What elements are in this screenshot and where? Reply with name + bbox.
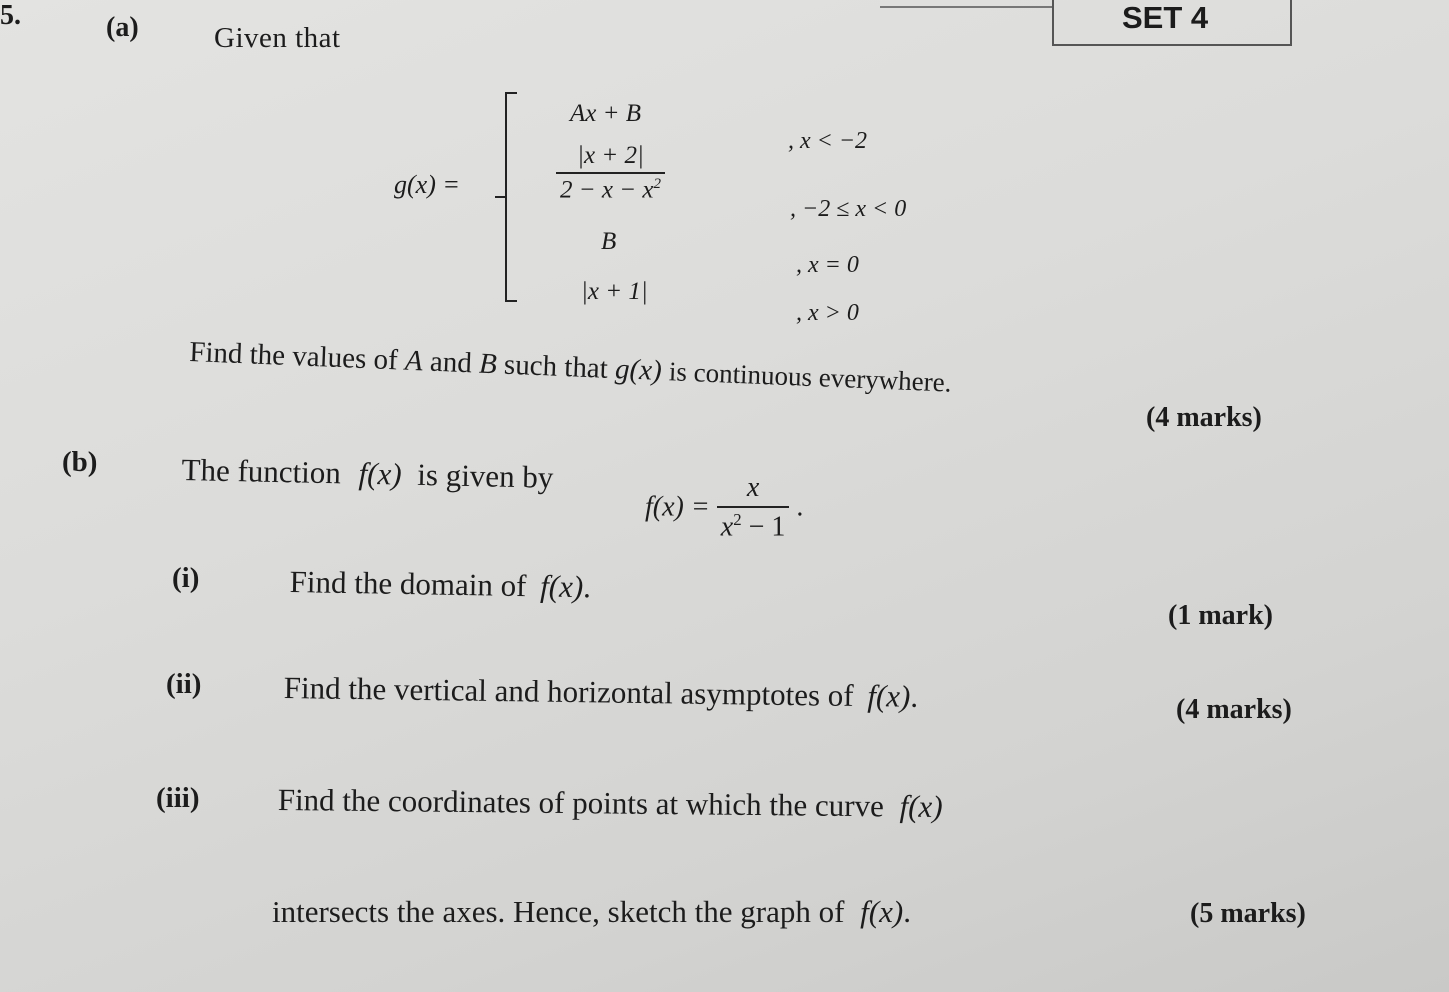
part-a-question xyxy=(189,336,952,400)
case-2-den-base: 2 − x − x xyxy=(560,176,654,204)
f-def-lhs: f(x) = xyxy=(645,491,710,523)
case-1-condition: , x < −2 xyxy=(788,128,868,154)
sub-iii-question-2: intersects the axes. Hence, sketch the graph of xyxy=(272,894,845,929)
header-rule xyxy=(880,6,1054,8)
sub-i-end: . xyxy=(582,569,592,605)
f-def-numerator: x xyxy=(746,472,760,503)
part-a-question-end: is continuous everywhere. xyxy=(668,356,953,398)
sub-ii-text xyxy=(283,670,918,715)
sub-ii-marks: (4 marks) xyxy=(1176,694,1292,725)
sub-ii-end: . xyxy=(910,678,919,714)
sub-iii-f-of-x-1: f(x) xyxy=(899,788,943,824)
sub-i-marks: (1 mark) xyxy=(1168,600,1273,631)
case-3-condition: , x = 0 xyxy=(796,252,859,278)
var-b: B xyxy=(478,347,498,381)
case-4-condition: , x > 0 xyxy=(796,300,859,326)
f-def-den-exponent: 2 xyxy=(733,510,742,529)
set-label: SET 4 xyxy=(1122,0,1209,35)
case-4-expr: |x + 1| xyxy=(581,278,648,305)
sub-ii-f-of-x: f(x) xyxy=(867,678,911,714)
part-a-marks: (4 marks) xyxy=(1146,402,1262,433)
case-2-den-exponent: 2 xyxy=(653,176,661,192)
sub-iii-line1 xyxy=(278,782,943,825)
g-of-x: g(x) xyxy=(614,353,663,387)
sub-i-f-of-x: f(x) xyxy=(539,568,584,605)
part-b-text-mid: is given by xyxy=(417,456,554,495)
part-a-intro: Given that xyxy=(214,22,341,54)
part-b-text-start: The function xyxy=(181,452,342,491)
part-b-label: (b) xyxy=(62,446,98,478)
and-word: and xyxy=(429,345,473,380)
part-b-intro xyxy=(181,452,554,496)
f-def-denominator xyxy=(717,508,790,543)
f-def-den-rest: − 1 xyxy=(741,511,786,543)
f-def-den-base: x xyxy=(720,511,734,543)
case-2-denominator xyxy=(556,174,665,204)
case-1-expr: Ax + B xyxy=(570,100,642,127)
sub-iii-marks: (5 marks) xyxy=(1190,898,1306,929)
f-def-end: . xyxy=(796,491,804,523)
case-2-expr xyxy=(556,142,665,204)
question-number: 5. xyxy=(0,0,21,31)
sub-i-text xyxy=(289,564,591,605)
case-3-expr: B xyxy=(601,228,617,255)
such-that: such that xyxy=(503,348,609,385)
sub-i-question: Find the domain of xyxy=(289,564,527,604)
sub-iii-question-1: Find the coordinates of points at which the curve xyxy=(277,782,885,824)
case-2-numerator: |x + 2| xyxy=(577,142,644,169)
sub-iii-label: (iii) xyxy=(156,782,200,814)
var-a: A xyxy=(404,344,424,378)
sub-iii-f-of-x-2: f(x) xyxy=(860,894,904,929)
function-g-lhs: g(x) = xyxy=(394,170,460,199)
piecewise-brace xyxy=(505,92,523,302)
f-definition xyxy=(645,472,803,543)
sub-ii-question: Find the vertical and horizontal asymptotes of xyxy=(283,670,854,713)
part-a-question-start: Find the values of xyxy=(188,336,399,377)
sub-ii-label: (ii) xyxy=(166,668,202,700)
piecewise-brace-tip xyxy=(495,196,505,198)
f-of-x: f(x) xyxy=(358,455,402,492)
sub-iii-end: . xyxy=(903,894,911,929)
sub-i-label: (i) xyxy=(172,562,200,594)
part-a-label: (a) xyxy=(106,12,139,43)
case-2-condition: , −2 ≤ x < 0 xyxy=(790,196,907,222)
sub-iii-line2 xyxy=(272,894,911,930)
